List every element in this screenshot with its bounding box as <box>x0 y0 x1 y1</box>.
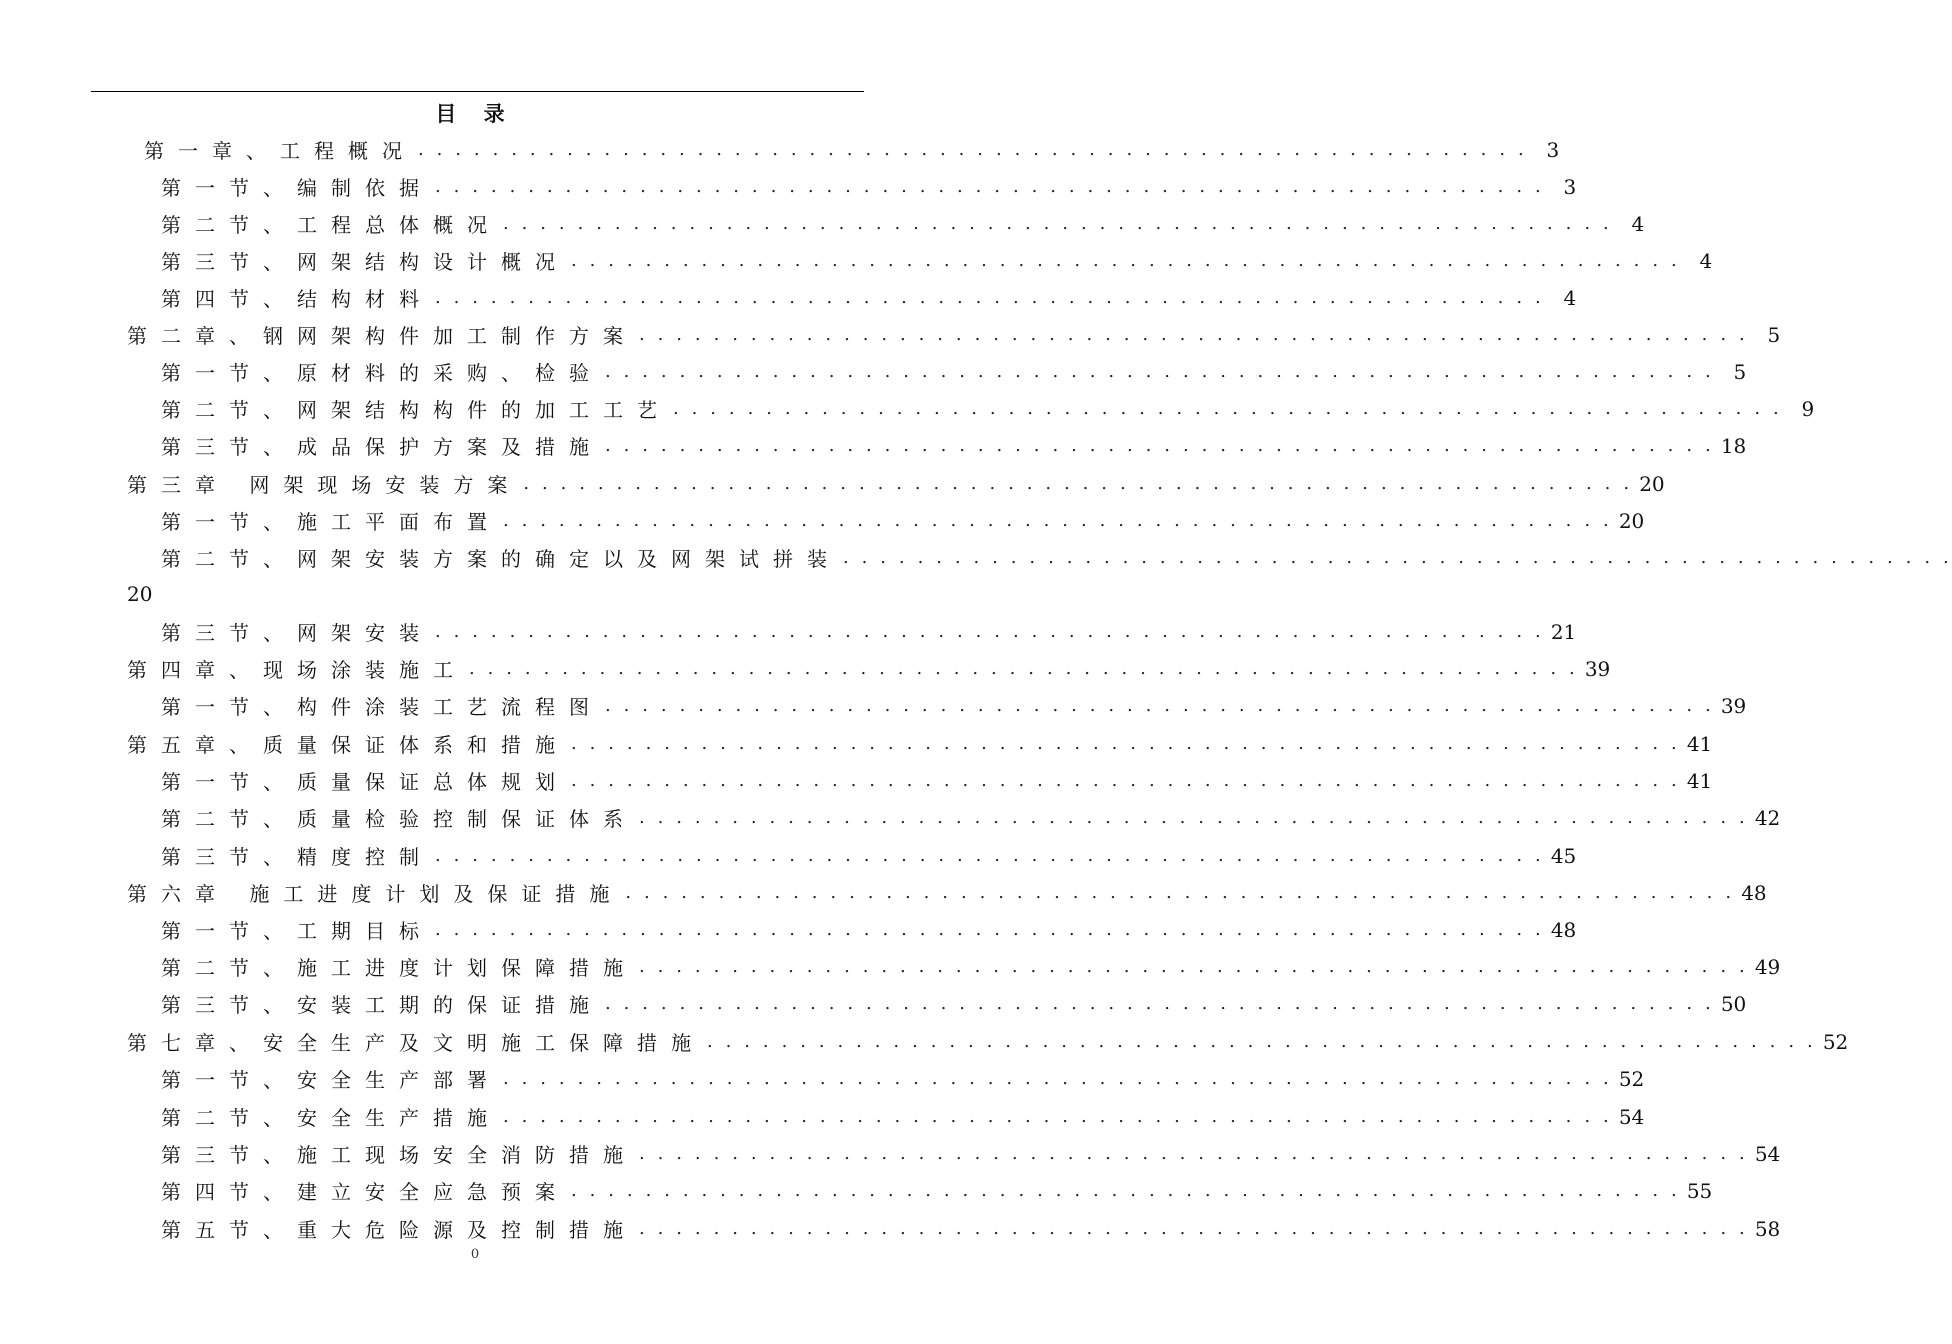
toc-page-number: 3 <box>1546 137 1560 162</box>
toc-entry-label: 第二节、质量检验控制保证体系 <box>161 807 637 831</box>
toc-leader-dots: . . . . . . . . . . . . . . . . . . . . . . . . . . . . . . . . . . . . . . . . . . . . . . . . . . . . . . . . . . . . <box>673 398 1783 419</box>
toc-page-number: 48 <box>1550 917 1577 942</box>
toc-leader-dots: . . . . . . . . . . . . . . . . . . . . . . . . . . . . . . . . . . . . . . . . . . . . . . . . . . . . . . . . . . . . <box>418 139 1528 160</box>
toc-chapter-entry[interactable] <box>127 874 1767 911</box>
toc-entry-label: 第一节、质量保证总体规划 <box>161 770 569 794</box>
toc-page-number: 49 <box>1754 954 1781 979</box>
toc-leader-dots: . . . . . . . . . . . . . . . . . . . . . . . . . . . . . . . . . . . . . . . . . . . . . . . . . . . . . . . . . . . . <box>639 807 1749 828</box>
footer-page-number: 0 <box>470 1247 480 1262</box>
toc-page-number: 58 <box>1754 1216 1781 1241</box>
toc-leader-dots: . . . . . . . . . . . . . . . . . . . . . . . . . . . . . . . . . . . . . . . . . . . . . . . . . . . . . . . . . . . . <box>523 473 1633 494</box>
toc-leader-dots: . . . . . . . . . . . . . . . . . . . . . . . . . . . . . . . . . . . . . . . . . . . . . . . . . . . . . . . . . . . . <box>639 956 1749 977</box>
toc-page-number: 21 <box>1550 619 1577 644</box>
toc-leader-dots: . . . . . . . . . . . . . . . . . . . . . . . . . . . . . . . . . . . . . . . . . . . . . . . . . . . . . . . . . . . . <box>571 770 1681 791</box>
toc-title: 目 录 <box>435 102 515 126</box>
toc-section-entry[interactable] <box>161 168 1577 205</box>
toc-leader-dots: . . . . . . . . . . . . . . . . . . . . . . . . . . . . . . . . . . . . . . . . . . . . . . . . . . . . . . . . . . . . <box>571 1180 1681 1201</box>
toc-leader-dots: . . . . . . . . . . . . . . . . . . . . . . . . . . . . . . . . . . . . . . . . . . . . . . . . . . . . . . . . . . . . <box>639 324 1749 345</box>
toc-page-number: 4 <box>1699 248 1713 273</box>
toc-page-number: 45 <box>1550 843 1577 868</box>
toc-chapter-entry[interactable] <box>127 650 1611 687</box>
toc-entry-label: 第三节、网架结构设计概况 <box>161 250 569 274</box>
toc-entry-label: 第四节、建立安全应急预案 <box>161 1180 569 1204</box>
toc-section-entry[interactable] <box>161 762 1713 799</box>
toc-page-number: 41 <box>1686 731 1713 756</box>
toc-entry-label: 第一节、编制依据 <box>161 176 433 200</box>
toc-chapter-entry[interactable] <box>127 725 1713 762</box>
toc-page-number: 18 <box>1720 433 1747 458</box>
toc-page-number: 5 <box>1767 322 1781 347</box>
toc-section-entry[interactable] <box>161 502 1645 539</box>
toc-page-number: 9 <box>1801 396 1815 421</box>
toc-section-entry[interactable] <box>161 1210 1781 1247</box>
toc-section-entry[interactable] <box>127 539 1952 606</box>
toc-section-entry[interactable] <box>161 427 1747 464</box>
toc-page-number: 20 <box>1618 508 1645 533</box>
toc-entry-label: 第三节、精度控制 <box>161 845 433 869</box>
toc-section-entry[interactable] <box>161 799 1781 836</box>
toc-section-entry[interactable] <box>161 1135 1781 1172</box>
toc-leader-dots: . . . . . . . . . . . . . . . . . . . . . . . . . . . . . . . . . . . . . . . . . . . . . . . . . . . . . . . . . . . . <box>605 435 1715 456</box>
toc-page-number: 42 <box>1754 805 1781 830</box>
toc-section-entry[interactable] <box>161 1098 1645 1135</box>
toc-page-number: 50 <box>1720 991 1747 1016</box>
toc-leader-dots: . . . . . . . . . . . . . . . . . . . . . . . . . . . . . . . . . . . . . . . . . . . . . . . . . . . . . . . . . . . . <box>435 287 1545 308</box>
toc-page-number: 5 <box>1733 359 1747 384</box>
toc-leader-dots: . . . . . . . . . . . . . . . . . . . . . . . . . . . . . . . . . . . . . . . . . . . . . . . . . . . . . . . . . . . . <box>503 510 1613 531</box>
toc-entry-label: 第一节、原材料的采购、检验 <box>161 361 603 385</box>
toc-section-entry[interactable] <box>161 242 1713 279</box>
toc-leader-dots: . . . . . . . . . . . . . . . . . . . . . . . . . . . . . . . . . . . . . . . . . . . . . . . . . . . . . . . . . . . . <box>435 621 1545 642</box>
toc-entry-label: 第三节、成品保护方案及措施 <box>161 435 603 459</box>
toc-section-entry[interactable] <box>161 1060 1645 1097</box>
toc-entry-label: 第一节、施工平面布置 <box>161 510 501 534</box>
toc-entry-label: 第二节、工程总体概况 <box>161 213 501 237</box>
toc-chapter-entry[interactable] <box>127 1023 1849 1060</box>
toc-entry-label: 第三节、施工现场安全消防措施 <box>161 1143 637 1167</box>
toc-entry-label: 第一节、工期目标 <box>161 919 433 943</box>
toc-page-number: 39 <box>1720 693 1747 718</box>
toc-leader-dots: . . . . . . . . . . . . . . . . . . . . . . . . . . . . . . . . . . . . . . . . . . . . . . . . . . . . . . . . . . . . <box>503 1068 1613 1089</box>
toc-leader-dots: . . . . . . . . . . . . . . . . . . . . . . . . . . . . . . . . . . . . . . . . . . . . . . . . . . . . . . . . . . . . <box>571 250 1681 271</box>
toc-leader-dots: . . . . . . . . . . . . . . . . . . . . . . . . . . . . . . . . . . . . . . . . . . . . . . . . . . . . . . . . . . . . <box>605 361 1715 382</box>
toc-leader-dots: . . . . . . . . . . . . . . . . . . . . . . . . . . . . . . . . . . . . . . . . . . . . . . . . . . . . . . . . . . . . <box>435 176 1545 197</box>
toc-entry-label: 第二节、施工进度计划保障措施 <box>161 956 637 980</box>
toc-leader-dots: . . . . . . . . . . . . . . . . . . . . . . . . . . . . . . . . . . . . . . . . . . . . . . . . . . . . . . . . . . . . <box>503 1106 1613 1127</box>
toc-leader-dots: . . . . . . . . . . . . . . . . . . . . . . . . . . . . . . . . . . . . . . . . . . . . . . . . . . . . . . . . . . . . <box>605 695 1715 716</box>
toc-leader-dots: . . . . . . . . . . . . . . . . . . . . . . . . . . . . . . . . . . . . . . . . . . . . . . . . . . . . . . . . . . . . <box>605 993 1715 1014</box>
toc-page-number: 52 <box>1822 1029 1849 1054</box>
toc-entry-label: 第一节、构件涂装工艺流程图 <box>161 695 603 719</box>
toc-page-number: 52 <box>1618 1066 1645 1091</box>
toc-leader-dots: . . . . . . . . . . . . . . . . . . . . . . . . . . . . . . . . . . . . . . . . . . . . . . . . . . . . . . . . . . . . <box>707 1031 1817 1052</box>
toc-leader-dots: . . . . . . . . . . . . . . . . . . . . . . . . . . . . . . . . . . . . . . . . . . . . . . . . . . . . . . . . . . . . <box>843 547 1952 568</box>
toc-entry-label: 第三节、网架安装 <box>161 621 433 645</box>
toc-page-number: 4 <box>1631 211 1645 236</box>
toc-leader-dots: . . . . . . . . . . . . . . . . . . . . . . . . . . . . . . . . . . . . . . . . . . . . . . . . . . . . . . . . . . . . <box>571 733 1681 754</box>
toc-chapter-entry[interactable] <box>127 465 1665 502</box>
toc-section-entry[interactable] <box>161 279 1577 316</box>
toc-page-number: 48 <box>1741 880 1767 905</box>
toc-page-number: 20 <box>127 582 153 606</box>
toc-leader-dots: . . . . . . . . . . . . . . . . . . . . . . . . . . . . . . . . . . . . . . . . . . . . . . . . . . . . . . . . . . . . <box>639 1218 1749 1239</box>
toc-entry-label: 第一节、安全生产部署 <box>161 1068 501 1092</box>
toc-entry-label: 第二节、网架安装方案的确定以及网架试拼装 <box>161 547 841 571</box>
toc-entry-label: 第五章、质量保证体系和措施 <box>127 733 569 757</box>
toc-entry-label: 第六章 施工进度计划及保证措施 <box>127 882 624 906</box>
toc-entry-label: 第三节、安装工期的保证措施 <box>161 993 603 1017</box>
toc-leader-dots: . . . . . . . . . . . . . . . . . . . . . . . . . . . . . . . . . . . . . . . . . . . . . . . . . . . . . . . . . . . . <box>435 845 1545 866</box>
toc-chapter-entry[interactable] <box>144 131 1560 168</box>
toc-section-entry[interactable] <box>161 1172 1713 1209</box>
toc-section-entry[interactable] <box>161 687 1747 724</box>
toc-section-entry[interactable] <box>161 205 1645 242</box>
toc-section-entry[interactable] <box>161 353 1747 390</box>
toc-entry-label: 第四节、结构材料 <box>161 287 433 311</box>
toc-leader-dots: . . . . . . . . . . . . . . . . . . . . . . . . . . . . . . . . . . . . . . . . . . . . . . . . . . . . . . . . . . . . <box>503 213 1613 234</box>
toc-page-number: 54 <box>1618 1104 1645 1129</box>
header-rule <box>91 91 864 92</box>
toc-section-entry[interactable] <box>161 837 1577 874</box>
toc-page-number: 20 <box>1639 471 1665 496</box>
toc-entry-label: 第二节、安全生产措施 <box>161 1106 501 1130</box>
toc-entry-label: 第二章、钢网架构件加工制作方案 <box>127 324 637 348</box>
toc-entry-label: 第七章、安全生产及文明施工保障措施 <box>127 1031 705 1055</box>
toc-leader-dots: . . . . . . . . . . . . . . . . . . . . . . . . . . . . . . . . . . . . . . . . . . . . . . . . . . . . . . . . . . . . <box>625 882 1735 903</box>
toc-leader-dots: . . . . . . . . . . . . . . . . . . . . . . . . . . . . . . . . . . . . . . . . . . . . . . . . . . . . . . . . . . . . <box>469 658 1579 679</box>
toc-page-number: 54 <box>1754 1141 1781 1166</box>
toc-page-number: 39 <box>1584 656 1611 681</box>
toc-section-entry[interactable] <box>161 948 1781 985</box>
toc-section-entry[interactable] <box>161 613 1577 650</box>
toc-entry-label: 第四章、现场涂装施工 <box>127 658 467 682</box>
toc-entry-label: 第三章 网架现场安装方案 <box>127 473 522 497</box>
toc-entry-label: 第五节、重大危险源及控制措施 <box>161 1218 637 1242</box>
toc-page-number: 55 <box>1686 1178 1713 1203</box>
toc-section-entry[interactable] <box>161 390 1815 427</box>
toc-page-number: 4 <box>1563 285 1577 310</box>
toc-section-entry[interactable] <box>161 911 1577 948</box>
toc-entry-label: 第二节、网架结构构件的加工工艺 <box>161 398 671 422</box>
toc-section-entry[interactable] <box>161 985 1747 1022</box>
toc-chapter-entry[interactable] <box>127 316 1781 353</box>
toc-entry-label: 第一章、工程概况 <box>144 139 416 163</box>
toc-leader-dots: . . . . . . . . . . . . . . . . . . . . . . . . . . . . . . . . . . . . . . . . . . . . . . . . . . . . . . . . . . . . <box>435 919 1545 940</box>
toc-leader-dots: . . . . . . . . . . . . . . . . . . . . . . . . . . . . . . . . . . . . . . . . . . . . . . . . . . . . . . . . . . . . <box>639 1143 1749 1164</box>
toc-page-number: 41 <box>1686 768 1713 793</box>
toc-page-number: 3 <box>1563 174 1577 199</box>
